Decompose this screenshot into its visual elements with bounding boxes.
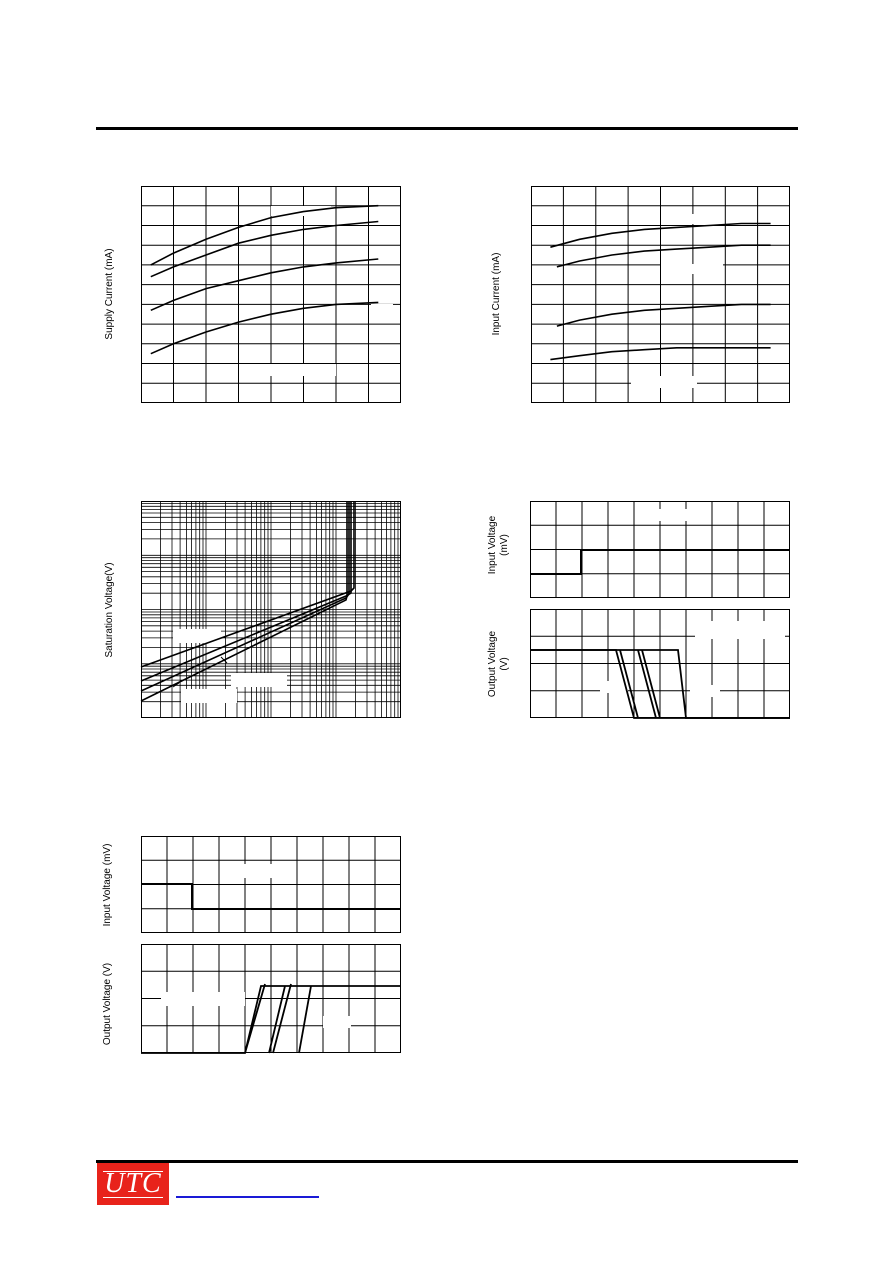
falling-output-voltage-chart xyxy=(530,609,790,718)
falling-input-voltage-chart xyxy=(530,501,790,598)
series-line-1 xyxy=(151,206,378,265)
series-line-1 xyxy=(141,501,351,681)
output-transition-4 xyxy=(245,984,265,1053)
input-current-ylabel: Input Current (mA) xyxy=(491,252,502,336)
falling-input-ylabel: Input Voltage (mV) xyxy=(487,515,510,575)
curve-label-bg xyxy=(661,214,721,224)
output-transition-5 xyxy=(642,650,660,718)
series-line-4 xyxy=(151,302,378,353)
rising-input-voltage-chart xyxy=(141,836,401,933)
curve-label-bg xyxy=(661,264,723,274)
supply-current-ylabel: Supply Current (mA) xyxy=(104,248,115,340)
curve-label-bg xyxy=(266,364,336,376)
rising-output-voltage-chart xyxy=(141,944,401,1053)
curve-label-bg xyxy=(690,685,720,697)
curve-label-bg xyxy=(271,206,331,216)
curve-label-bg xyxy=(161,992,245,1006)
series-line-3 xyxy=(557,304,771,326)
footer-link[interactable] xyxy=(176,1196,319,1198)
curve-label-bg xyxy=(631,376,697,388)
curve-label-bg xyxy=(221,864,281,878)
curve-label-bg xyxy=(181,689,237,703)
curve-label-bg xyxy=(323,1016,351,1028)
curve-label-bg xyxy=(373,226,397,236)
header-rule xyxy=(96,127,798,130)
output-transition-3 xyxy=(638,650,656,718)
supply-current-chart xyxy=(141,186,401,403)
curve-label-bg xyxy=(231,673,287,687)
curve-label-bg xyxy=(371,304,393,314)
curve-label-bg xyxy=(650,509,710,521)
falling-output-ylabel: Output Voltage (V) xyxy=(487,630,510,698)
saturation-voltage-ylabel: Saturation Voltage(V) xyxy=(104,562,115,658)
footer-rule xyxy=(96,1160,798,1163)
output-transition-3 xyxy=(299,986,311,1053)
utc-logo xyxy=(97,1163,169,1205)
input-current-chart xyxy=(531,186,790,403)
rising-input-ylabel: Input Voltage (mV) xyxy=(102,843,113,927)
rising-output-ylabel: Output Voltage (V) xyxy=(102,962,113,1046)
annotation-arrow xyxy=(221,657,227,663)
saturation-voltage-chart xyxy=(141,501,401,718)
curve-label-bg xyxy=(695,621,785,639)
output-transition-5 xyxy=(273,984,291,1053)
utc-logo-text: UTC xyxy=(104,1168,162,1199)
series-line-2 xyxy=(557,245,771,267)
